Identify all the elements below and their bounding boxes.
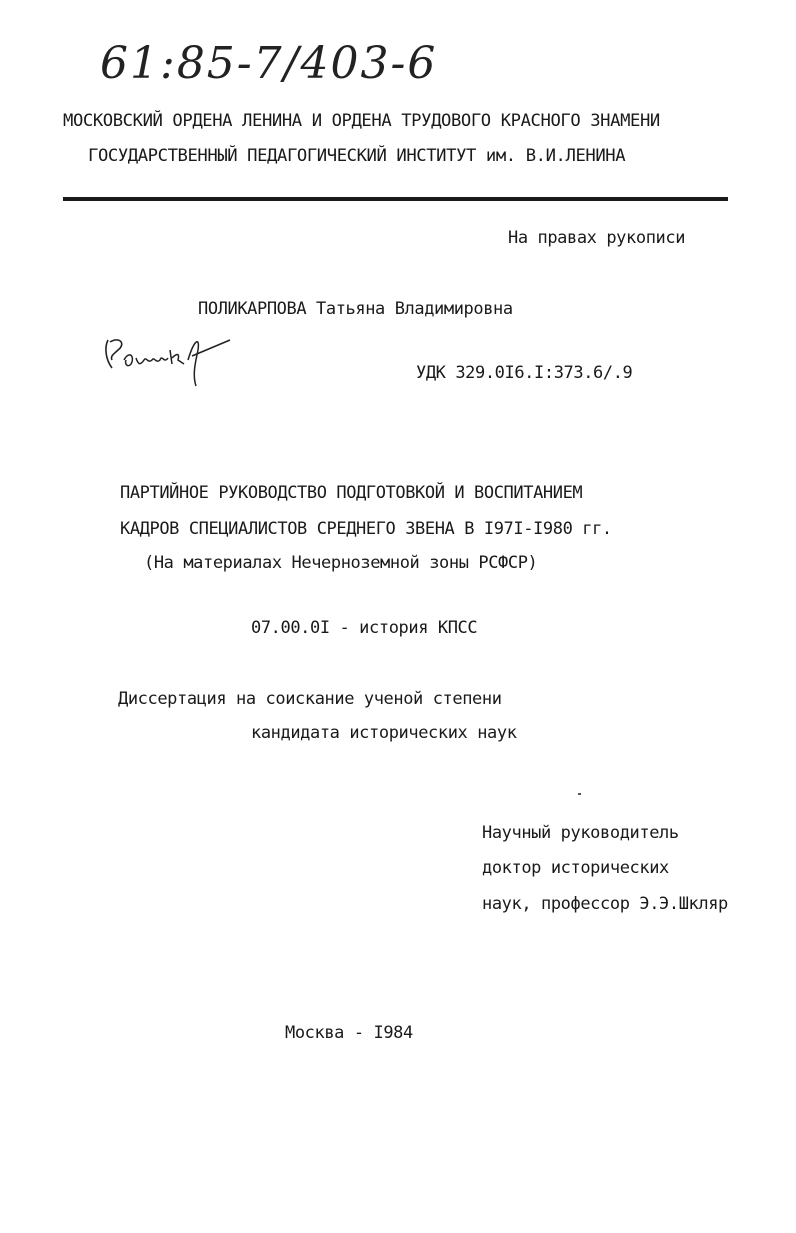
- institution-line-2: ГОСУДАРСТВЕННЫЙ ПЕДАГОГИЧЕСКИЙ ИНСТИТУТ им. В.И.ЛЕНИНА: [88, 146, 626, 166]
- title-line-3: (На материалах Нечерноземной зоны РСФСР): [144, 553, 538, 573]
- author-name: ПОЛИКАРПОВА Татьяна Владимировна: [198, 299, 513, 319]
- udk-code: УДК 329.0I6.I:373.6/.9: [416, 363, 633, 383]
- archive-code: 61:85-7/403-6: [100, 38, 438, 89]
- header-divider: [63, 197, 728, 201]
- stray-mark: [578, 793, 581, 795]
- specialty: 07.00.0I - история КПСС: [251, 618, 478, 638]
- institution-line-1: МОСКОВСКИЙ ОРДЕНА ЛЕНИНА И ОРДЕНА ТРУДОВОГО КРАСНОГО ЗНАМЕНИ: [63, 111, 660, 131]
- place-year: Москва - I984: [285, 1023, 413, 1043]
- supervisor-line-2: доктор исторических: [482, 858, 669, 878]
- degree-line-2: кандидата исторических наук: [251, 723, 517, 743]
- author-signature: [100, 330, 250, 390]
- title-line-2: КАДРОВ СПЕЦИАЛИСТОВ СРЕДНЕГО ЗВЕНА В I97I-I980 гг.: [120, 519, 612, 539]
- manuscript-note: На правах рукописи: [508, 228, 686, 248]
- degree-line-1: Диссертация на соискание ученой степени: [118, 689, 502, 709]
- supervisor-line-1: Научный руководитель: [482, 823, 679, 843]
- title-line-1: ПАРТИЙНОЕ РУКОВОДСТВО ПОДГОТОВКОЙ И ВОСПИТАНИЕМ: [120, 483, 583, 503]
- supervisor-line-3: наук, профессор Э.Э.Шкляр: [482, 894, 728, 914]
